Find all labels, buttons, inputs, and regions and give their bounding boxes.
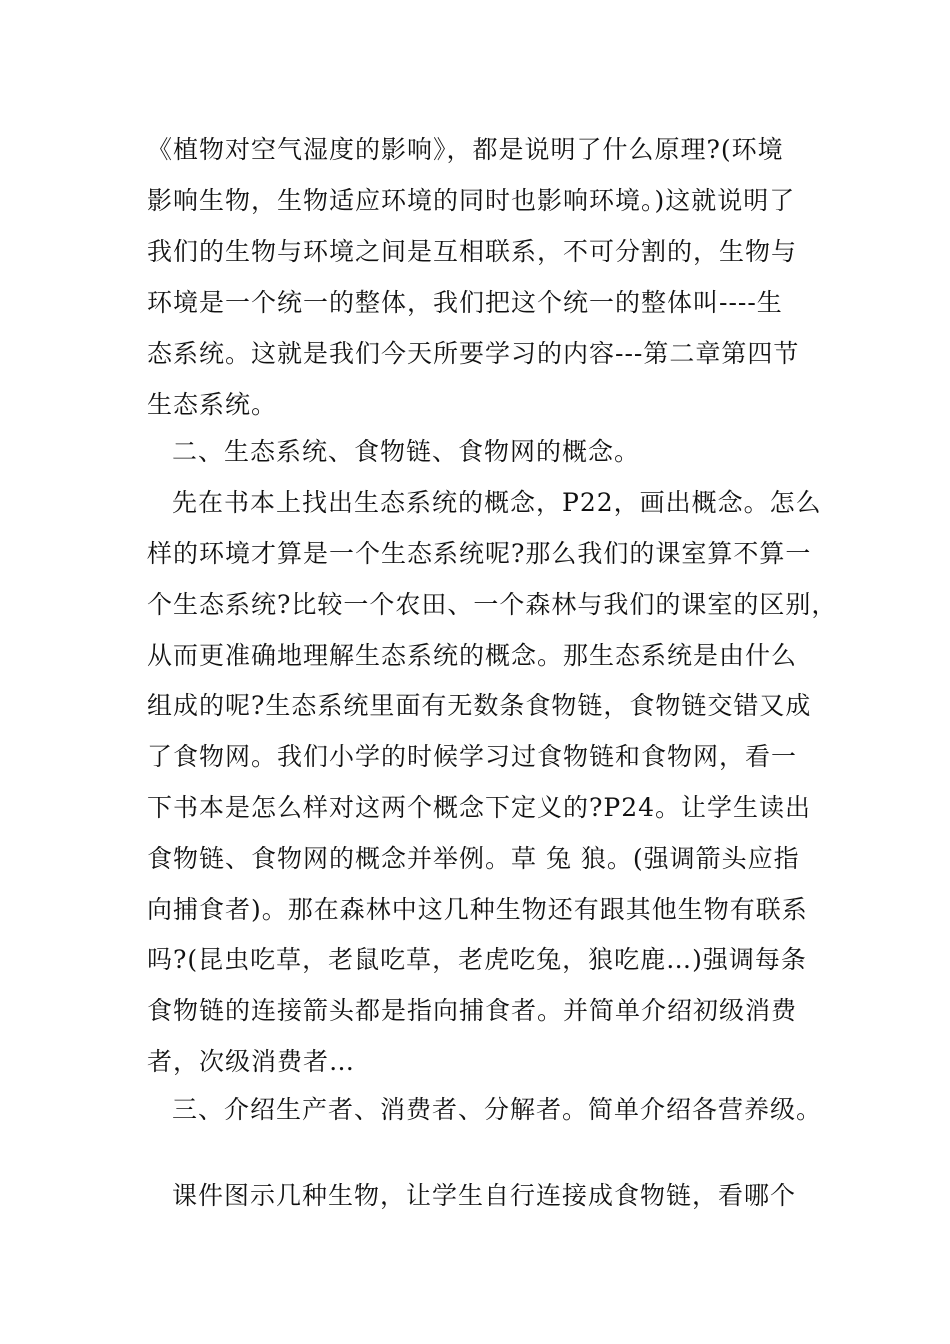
section-heading: 三、介绍生产者、消费者、分解者。简单介绍各营养级。: [172, 1095, 823, 1124]
text-line: 下书本是怎么样对这两个概念下定义的?P24。让学生读出: [147, 793, 812, 822]
text-line: 组成的呢?生态系统里面有无数条食物链，食物链交错又成: [147, 691, 812, 720]
text-line: 样的环境才算是一个生态系统呢?那么我们的课室算不算一: [147, 539, 812, 568]
text-line: 食物链、食物网的概念并举例。草 兔 狼。(强调箭头应指: [147, 844, 800, 873]
text-line: 个生态系统?比较一个农田、一个森林与我们的课室的区别，: [147, 590, 838, 619]
text-line: 影响生物，生物适应环境的同时也影响环境。)这就说明了: [147, 186, 796, 215]
text-line: 环境是一个统一的整体，我们把这个统一的整体叫----生: [147, 288, 783, 317]
text-line: 食物链的连接箭头都是指向捕食者。并简单介绍初级消费: [147, 996, 798, 1025]
text-line: 《植物对空气湿度的影响》，都是说明了什么原理?(环境: [147, 135, 784, 164]
text-line: 从而更准确地理解生态系统的概念。那生态系统是由什么: [147, 641, 798, 670]
text-line: 向捕食者)。那在森林中这几种生物还有跟其他生物有联系: [147, 895, 808, 924]
text-line: 吗?(昆虫吃草，老鼠吃草，老虎吃兔，狼吃鹿…)强调每条: [147, 945, 807, 974]
text-line: 课件图示几种生物，让学生自行连接成食物链，看哪个: [172, 1181, 797, 1210]
text-line: 生态系统。: [147, 390, 278, 419]
text-line: 了食物网。我们小学的时候学习过食物链和食物网，看一: [147, 742, 798, 771]
text-line: 态系统。这就是我们今天所要学习的内容---第二章第四节: [147, 339, 800, 368]
section-heading: 二、生态系统、食物链、食物网的概念。: [172, 437, 641, 466]
text-line: 者，次级消费者…: [147, 1047, 356, 1076]
text-line: 我们的生物与环境之间是互相联系，不可分割的，生物与: [147, 237, 798, 266]
text-line: 先在书本上找出生态系统的概念，P22，画出概念。怎么: [172, 488, 822, 517]
